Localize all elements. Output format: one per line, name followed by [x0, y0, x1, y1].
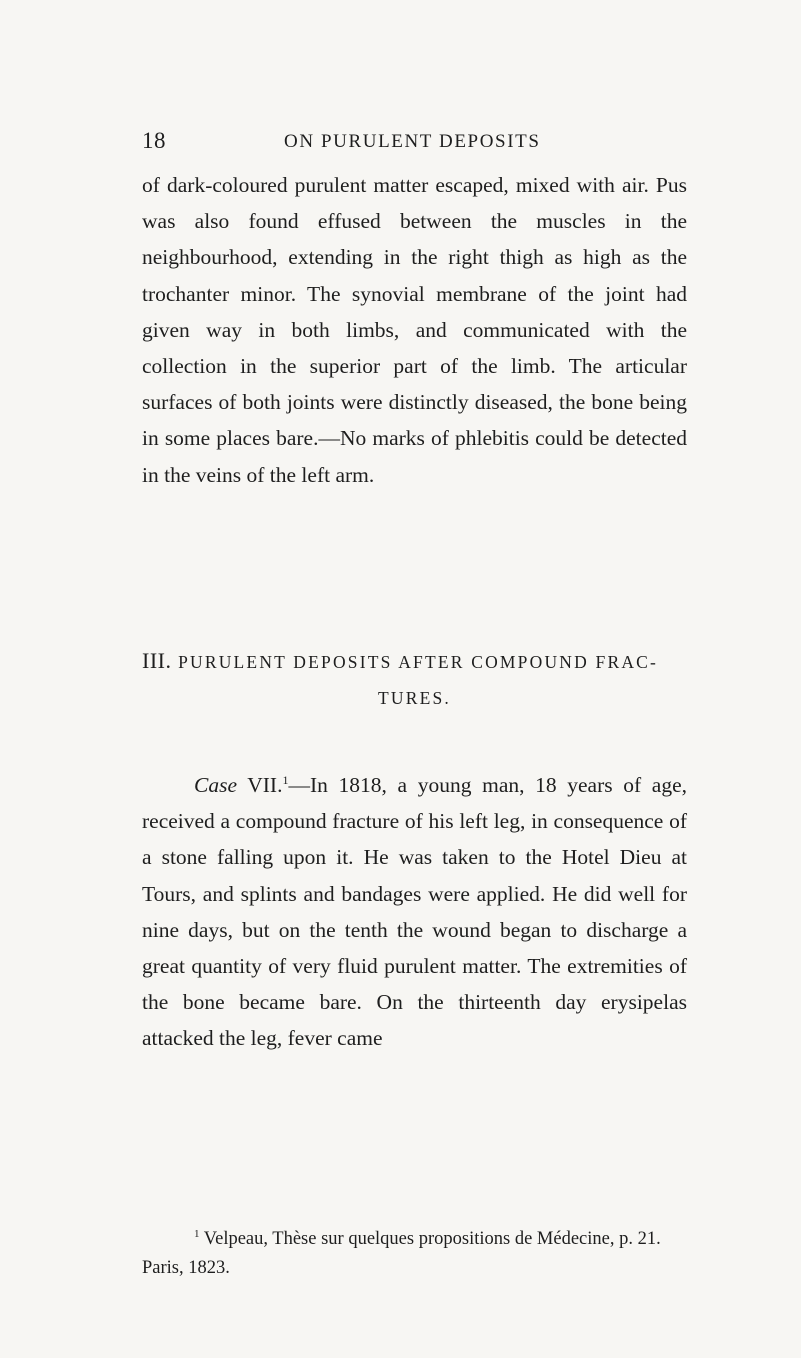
section-numeral: III.	[142, 648, 172, 673]
case-number: VII.	[247, 773, 283, 797]
section-heading-line-1: PURULENT DEPOSITS AFTER COMPOUND FRAC-	[178, 652, 659, 672]
running-head	[142, 128, 687, 158]
case-label: Case	[194, 773, 237, 797]
body-paragraph-continuation: of dark-coloured purulent matter escaped, mixed with air. Pus was also found effused between the muscles in the neighbourhood, extending in the right thigh as high as the trochanter minor. The synovial membrane of the joint had given way in both limbs, and communicated with the collection in the superior part of the limb. The articular surfaces of both joints were distinctly diseased, the bone being in some places bare.—No marks of phlebitis could be detected in the veins of the left arm.	[142, 173, 687, 487]
footnote-marker: 1	[194, 1227, 200, 1240]
footnote	[142, 1225, 687, 1283]
running-title: ON PURULENT DEPOSITS	[284, 131, 541, 152]
case-text: —In 1818, a young man, 18 years of age, received a compound fracture of his left leg, in consequence of a stone falling upon it. He was taken to the Hotel Dieu at Tours, and splints and bandages were applied. He did well for nine days, but on the tenth the wound began to discharge a great quantity of very fluid purulent matter. The extremities of the bone became bare. On the thirteenth day erysipelas attacked the leg, fever came	[142, 773, 687, 1051]
footnote-reference[interactable]: 1	[282, 772, 289, 787]
case-paragraph	[142, 767, 687, 1057]
section-heading	[142, 643, 687, 716]
page-number: 18	[142, 128, 166, 153]
section-heading-line-2: TURES.	[378, 688, 451, 708]
footnote-text: Velpeau, Thèse sur quelques propositions de Médecine, p. 21. Paris, 1823.	[142, 1229, 661, 1278]
